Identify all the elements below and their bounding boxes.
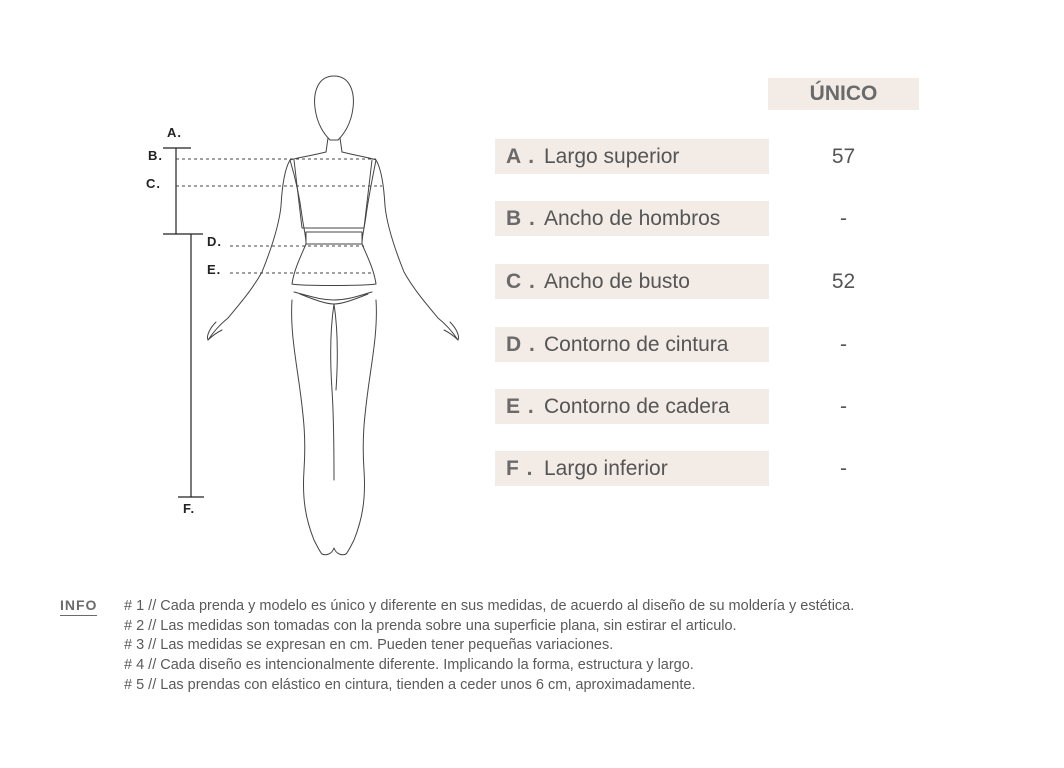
measure-row-b	[495, 201, 769, 236]
measure-row-a	[495, 139, 769, 174]
info-label: INFO	[60, 597, 97, 616]
info-note: # 5 // Las prendas con elástico en cintura, tienden a ceder unos 6 cm, aproximadamente.	[124, 676, 696, 693]
figure-top-garment	[294, 160, 372, 244]
row-label: Ancho de busto	[544, 269, 690, 293]
size-column-header: ÚNICO	[768, 78, 919, 110]
row-label: Contorno de cadera	[544, 394, 730, 418]
row-value: -	[840, 207, 847, 230]
row-value: -	[840, 333, 847, 356]
info-note: # 1 // Cada prenda y modelo es único y diferente en sus medidas, de acuerdo al diseño de su moldería y estética.	[124, 598, 855, 614]
measure-row-e	[495, 389, 769, 424]
info-notes	[124, 597, 854, 696]
figure-briefs	[292, 284, 376, 304]
row-label: Contorno de cintura	[544, 332, 729, 356]
row-value: -	[840, 395, 847, 418]
row-value: 57	[831, 145, 856, 168]
figure-legs	[292, 300, 377, 554]
marker-label-a: A.	[167, 125, 182, 140]
row-letter: F .	[506, 456, 534, 480]
row-letter: C .	[506, 269, 536, 293]
marker-label-e: E.	[207, 262, 222, 277]
marker-label-c: C.	[146, 176, 161, 191]
row-letter: A .	[506, 144, 536, 168]
figure-head	[315, 76, 354, 140]
row-label: Ancho de hombros	[544, 206, 721, 230]
measure-row-d	[495, 327, 769, 362]
row-letter: D .	[506, 332, 536, 356]
marker-label-f: F.	[183, 501, 196, 516]
row-label: Largo inferior	[544, 456, 668, 480]
row-letter: E .	[506, 394, 535, 418]
measure-row-c	[495, 264, 769, 299]
info-note: # 3 // Las medidas se expresan en cm. Pueden tener pequeñas variaciones.	[124, 637, 614, 654]
marker-label-d: D.	[207, 234, 222, 249]
figure-torso-right	[342, 152, 458, 340]
row-value: -	[840, 457, 847, 480]
measure-row-f	[495, 451, 769, 486]
row-value: 52	[831, 270, 856, 293]
marker-label-b: B.	[148, 148, 163, 163]
info-note: # 4 // Cada diseño es intencionalmente diferente. Implicando la forma, estructura y largo.	[124, 657, 694, 674]
row-label: Largo superior	[544, 144, 680, 168]
info-note: # 2 // Las medidas son tomadas con la prenda sobre una superficie plana, sin estirar el articulo.	[124, 617, 737, 634]
row-letter: B .	[506, 206, 536, 230]
